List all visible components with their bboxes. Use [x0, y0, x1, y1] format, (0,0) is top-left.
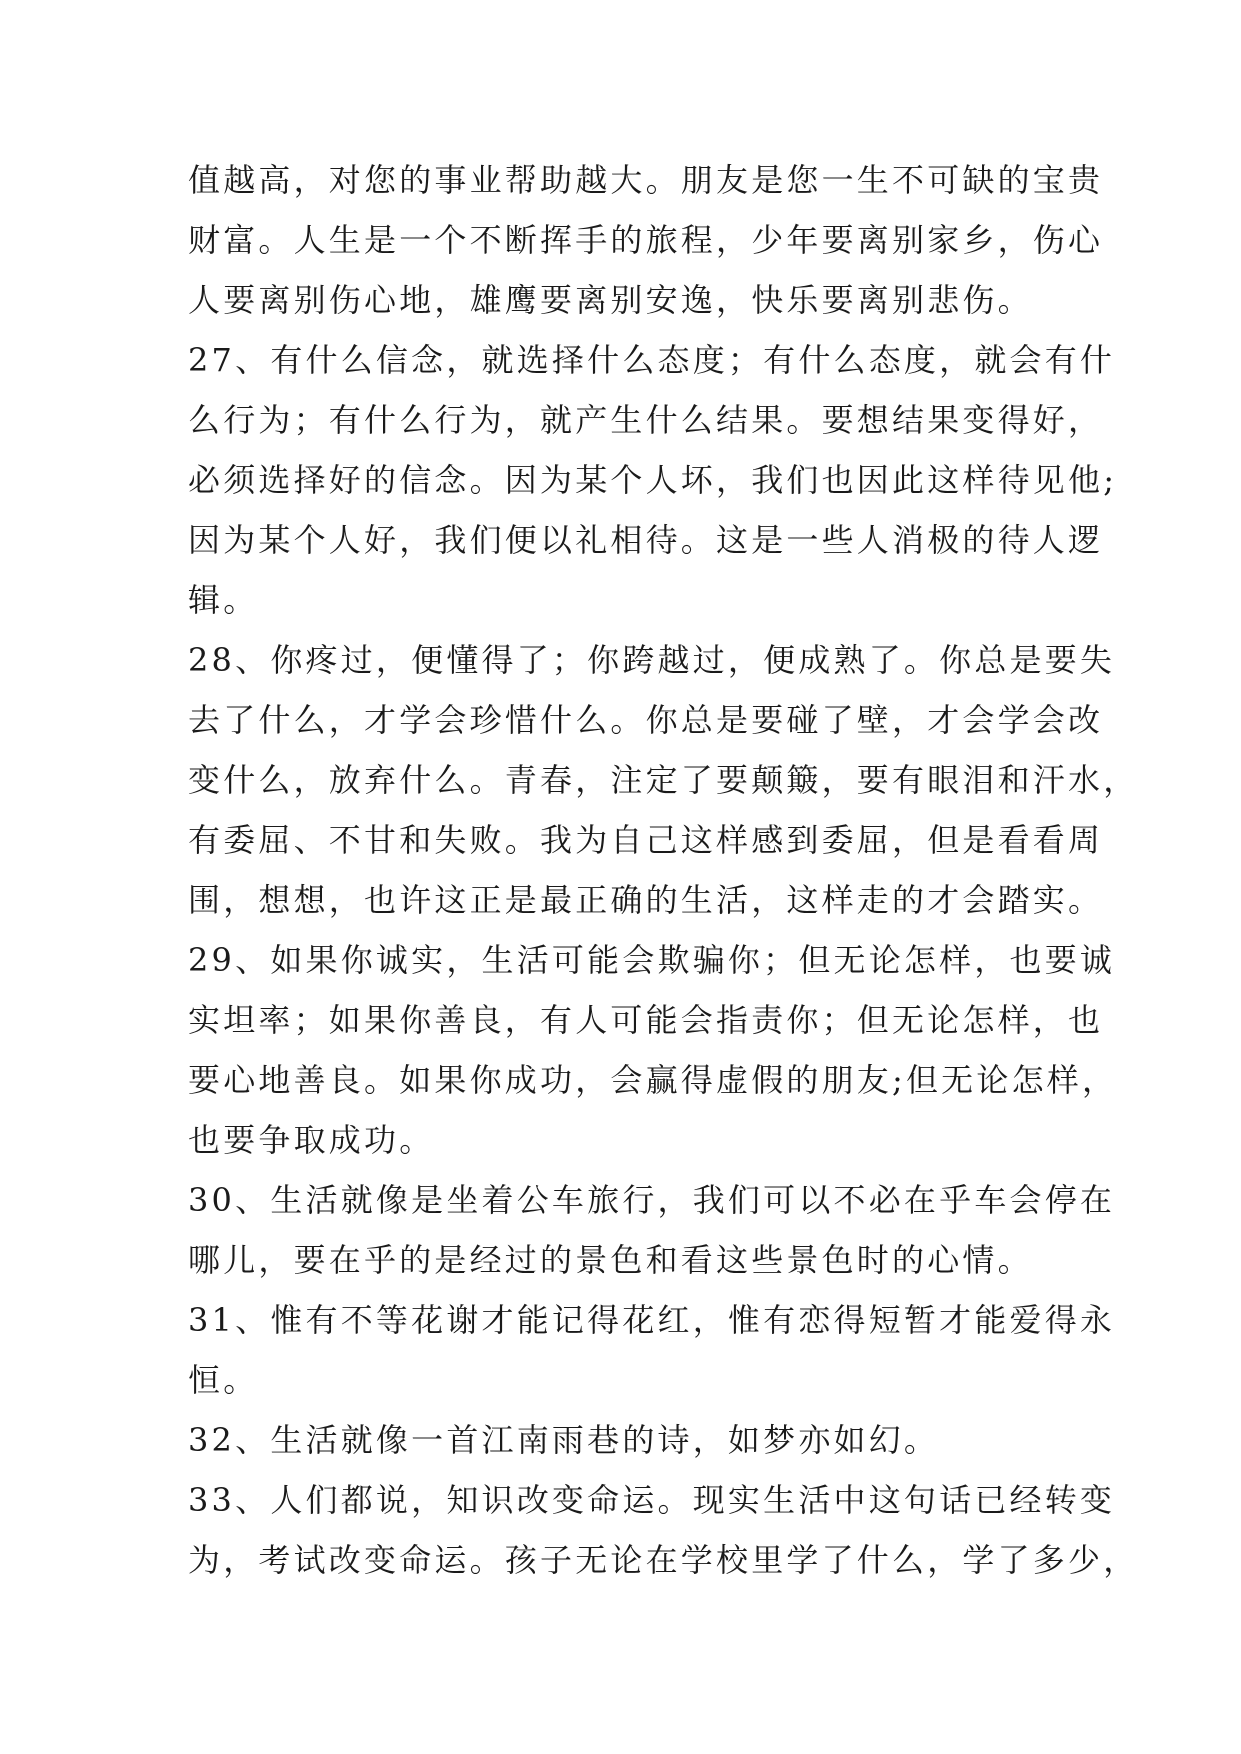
text-line: 值越高，对您的事业帮助越大。朋友是您一生不可缺的宝贵 [188, 161, 1104, 199]
document-body [188, 150, 1139, 1590]
text-line: 32、生活就像一首江南雨巷的诗，如梦亦如幻。 [188, 1421, 940, 1459]
text-line: 为，考试改变命运。孩子无论在学校里学了什么，学了多少， [188, 1541, 1139, 1579]
text-line: 28、你疼过，便懂得了；你跨越过，便成熟了。你总是要失 [188, 641, 1116, 679]
text-line: 30、生活就像是坐着公车旅行，我们可以不必在乎车会停在 [188, 1181, 1116, 1219]
text-line: 要心地善良。如果你成功，会赢得虚假的朋友;但无论怎样， [188, 1061, 1118, 1099]
text-line: 人要离别伤心地，雄鹰要离别安逸，快乐要离别悲伤。 [188, 281, 1033, 319]
text-line: 必须选择好的信念。因为某个人坏，我们也因此这样待见他; [188, 461, 1118, 499]
text-line: 也要争取成功。 [188, 1121, 435, 1159]
text-line: 财富。人生是一个不断挥手的旅程，少年要离别家乡，伤心 [188, 221, 1104, 259]
text-line: 哪儿，要在乎的是经过的景色和看这些景色时的心情。 [188, 1241, 1033, 1279]
text-line: 31、惟有不等花谢才能记得花红，惟有恋得短暂才能爱得永 [188, 1301, 1116, 1339]
text-line: 恒。 [188, 1361, 259, 1399]
text-line: 实坦率；如果你善良，有人可能会指责你；但无论怎样，也 [188, 1001, 1104, 1039]
text-line: 么行为；有什么行为，就产生什么结果。要想结果变得好， [188, 401, 1104, 439]
text-line: 辑。 [188, 581, 259, 619]
text-line: 29、如果你诚实，生活可能会欺骗你；但无论怎样，也要诚 [188, 941, 1116, 979]
text-line: 27、有什么信念，就选择什么态度；有什么态度，就会有什 [188, 341, 1116, 379]
text-line: 33、人们都说，知识改变命运。现实生活中这句话已经转变 [188, 1481, 1116, 1519]
text-line: 变什么，放弃什么。青春，注定了要颠簸，要有眼泪和汗水， [188, 761, 1139, 799]
text-line: 有委屈、不甘和失败。我为自己这样感到委屈，但是看看周 [188, 821, 1104, 859]
text-line: 因为某个人好，我们便以礼相待。这是一些人消极的待人逻 [188, 521, 1104, 559]
text-line: 去了什么，才学会珍惜什么。你总是要碰了壁，才会学会改 [188, 701, 1104, 739]
text-line: 围，想想，也许这正是最正确的生活，这样走的才会踏实。 [188, 881, 1104, 919]
